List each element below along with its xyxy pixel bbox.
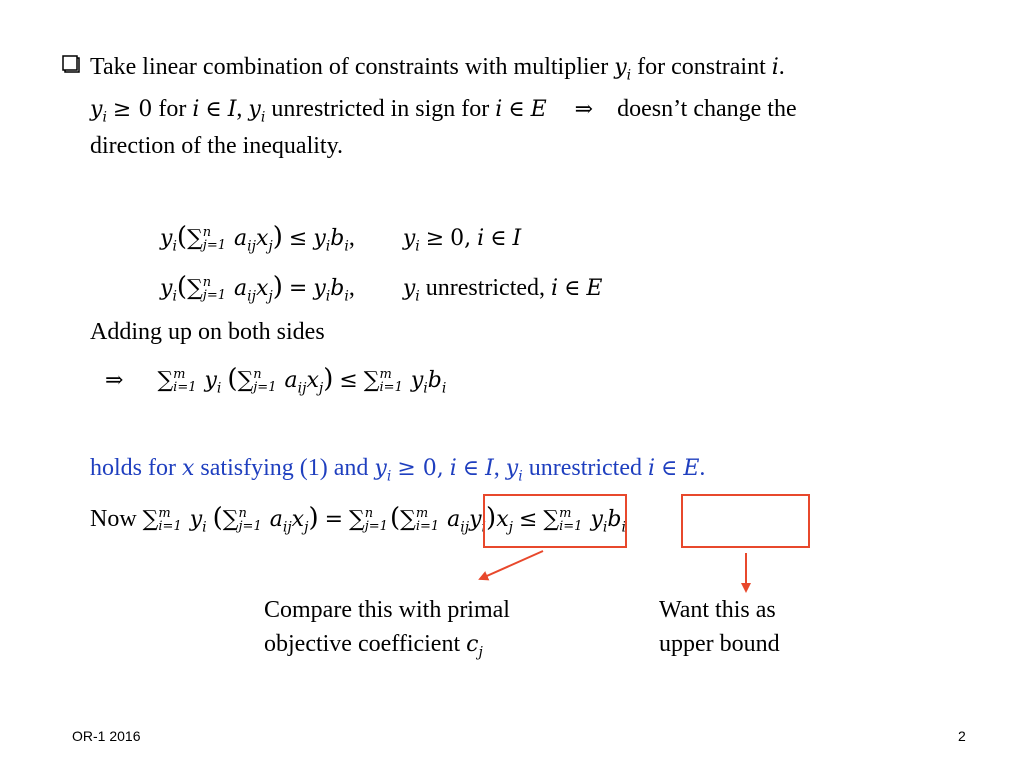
line2-unrestricted: unrestricted in sign for bbox=[271, 96, 490, 122]
holds-part-1: holds for bbox=[90, 455, 176, 481]
implies-arrow-icon: ⇒ bbox=[105, 368, 124, 393]
caption-right-line-2: upper bound bbox=[659, 631, 780, 657]
bullet-line-3: direction of the inequality. bbox=[90, 133, 344, 159]
caption-right-line-1: Want this as bbox=[659, 597, 776, 623]
caption-primal-objective bbox=[264, 593, 510, 669]
bullet-text: Take linear combination of constraints with multiplier bbox=[90, 54, 609, 80]
arrow-to-coefficient bbox=[480, 551, 543, 579]
summed-inequality: ⇒ ∑ m i=1 $y_i$ (∑ n j=1 $a_{ij}x_j$) ≤ ∑ m i=1 $y_ib_i$ bbox=[105, 364, 447, 397]
bullet-line-2: $y_i \ge 0$ for i ∈ I, $y_i$ unrestricted in sign for i ∈ E ⇒ doesn’t change the bbox=[90, 96, 797, 126]
caption-left-line-1: Compare this with primal bbox=[264, 597, 510, 623]
implies-arrow-icon: ⇒ bbox=[574, 97, 594, 122]
line2-for: for bbox=[158, 96, 187, 122]
line2-tail: doesn’t change the bbox=[617, 96, 797, 122]
page-number: 2 bbox=[958, 728, 966, 744]
holds-part-2: satisfying (1) and bbox=[200, 455, 369, 481]
footer-course-label: OR-1 2016 bbox=[72, 728, 141, 744]
bullet-tail: for constraint bbox=[637, 54, 766, 80]
caption-left-line-2: objective coefficient $c_j$ bbox=[264, 631, 483, 661]
equation-inequality: $y_i(\sum$ n j=1 $a_{ij}x_j) \le y_ib_i$, $y_i \ge 0$, i ∈ I bbox=[160, 222, 522, 255]
now-equation: Now ∑ m i=1 $y_i$ (∑ n j=1 $a_{ij}x_j$) = ∑ n j=1 (∑ m i=1 $a_{ij}y_i)x_j$ ≤ ∑ m i=1 $y_ib_i$ bbox=[90, 503, 626, 536]
bullet-line-1: Take linear combination of constraints with multiplier $y_i$ for constraint i. bbox=[90, 54, 785, 84]
holds-for-line: holds for x satisfying (1) and $y_i \ge 0$, i ∈ I, $y_i$ unrestricted i ∈ E. bbox=[90, 455, 706, 485]
holds-part-3: unrestricted bbox=[528, 455, 642, 481]
caption-upper-bound bbox=[659, 593, 780, 661]
eq2-condition: unrestricted, bbox=[425, 275, 546, 301]
equation-equality: $y_i(\sum$ n j=1 $a_{ij}x_j) = y_ib_i$, $y_i$ unrestricted, i ∈ E bbox=[160, 272, 603, 305]
now-label: Now bbox=[90, 506, 137, 532]
eq1-condition: 0, bbox=[450, 226, 472, 251]
adding-up-text: Adding up on both sides bbox=[90, 319, 325, 345]
